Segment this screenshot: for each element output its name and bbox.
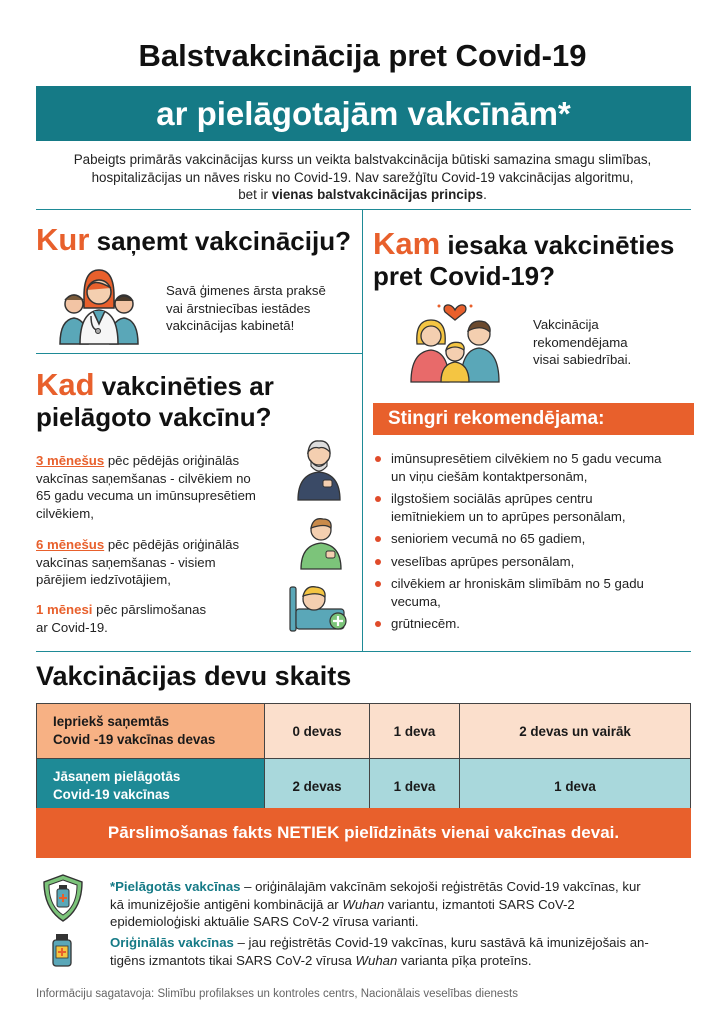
note-1-line-2 [110, 896, 690, 914]
note-2-wuhan: Wuhan [355, 952, 398, 968]
where-text [166, 282, 326, 335]
when-heading-line-1 [36, 369, 274, 402]
row-label-previous-doses-line-2: Covid -19 vakcīnas devas [53, 732, 216, 747]
when-item-2-line-3: pārējiem iedzīvotājiem, [36, 572, 171, 587]
strict-list [373, 450, 693, 638]
list-item-line-2: vecuma, [391, 593, 441, 609]
when-heading-rest-1: vakcinēties ar [94, 371, 274, 401]
table-cell: 0 devas [265, 704, 370, 759]
where-text-line-1: Savā ģimenes ārsta praksē [166, 283, 326, 298]
note-2-text-1: – jau reģistrētās Covid-19 vakcīnas, kuru sastāvā kā imunizējošais an- [233, 935, 649, 950]
sick-patient-icon [288, 579, 350, 635]
list-item [373, 553, 693, 571]
who-text [533, 316, 631, 369]
table-row [37, 759, 691, 814]
doses-table [36, 703, 691, 814]
note-1-text-2-post: variantu, izmantoti SARS CoV-2 [384, 896, 575, 912]
when-item-2-line-1 [36, 536, 286, 554]
intro-principle: vienas balstvakcinācijas princips [271, 187, 484, 202]
recovery-note-post: pielīdzināts vienai vakcīnas devai. [339, 823, 620, 842]
title-banner: ar pielāgotajām vakcīnām* [36, 86, 691, 141]
when-item-2-text: pēc pēdējās oriģinālās [104, 537, 240, 552]
note-2-term: Oriģinālās vakcīnas [110, 935, 234, 950]
list-item [373, 575, 693, 610]
page-title: Balstvakcinācija pret Covid-19 [138, 38, 587, 73]
where-heading-rest: saņemt vakcināciju? [89, 226, 351, 256]
list-item-line-1: veselības aprūpes personālam, [391, 553, 575, 569]
when-item-3-text: pēc pārslimošanas [92, 602, 207, 617]
who-heading-accent: Kam [373, 226, 441, 261]
intro-line-1: Pabeigts primārās vakcinācijas kurss un veikta balstvakcinācija būtiski samazina smagu slimības, [73, 152, 652, 167]
family-icon [405, 298, 505, 384]
when-item-1-text: pēc pēdējās oriģinālās [104, 453, 240, 468]
when-item-3 [36, 601, 286, 636]
where-text-line-2: vai ārstniecības iestādes [166, 300, 311, 316]
when-item-3-line-1 [36, 601, 286, 619]
row-label-required-doses-line-2: Covid-19 vakcīnas [53, 787, 170, 802]
note-1-wuhan: Wuhan [342, 896, 385, 912]
note-2-text-2-post: varianta pīķa proteīns. [397, 952, 532, 968]
intro-line-3-pre: bet ir [238, 187, 272, 202]
note-2-text-2-pre: tigēns izmantots tikai SARS CoV-2 vīrusa [110, 952, 356, 968]
table-cell: 1 deva [370, 759, 460, 814]
when-item-3-line-2: ar Covid-19. [36, 619, 108, 635]
recovery-note-banner [36, 808, 691, 858]
who-heading-line-2: pret Covid-19? [373, 261, 556, 291]
intro-text [40, 151, 685, 204]
list-item-line-1: grūtniecēm. [391, 616, 460, 631]
divider-left-middle [36, 353, 362, 354]
divider-vertical [362, 209, 363, 651]
list-item [373, 615, 693, 633]
elderly-person-icon [296, 436, 342, 502]
source-credit: Informāciju sagatavoja: Slimību profilakses un kontroles centrs, Nacionālais veselības dienests [36, 988, 518, 1000]
list-item [373, 490, 693, 525]
list-item [373, 450, 693, 485]
recovery-note-emphasis: NETIEK [277, 823, 340, 842]
note-original-vaccines [110, 934, 690, 969]
list-item-line-1: ilgstošiem sociālās aprūpes centru [391, 491, 593, 506]
when-item-2-line-2: vakcīnas saņemšanas - visiem [36, 554, 216, 570]
vaccine-vial-icon [50, 932, 74, 968]
where-heading [36, 224, 351, 257]
table-cell: 1 deva [460, 759, 691, 814]
row-label-previous-doses [37, 704, 265, 759]
table-row [37, 704, 691, 759]
when-item-1 [36, 452, 286, 522]
when-item-1-line-2: vakcīnas saņemšanas - cilvēkiem no [36, 470, 251, 486]
young-person-icon [299, 513, 343, 571]
who-text-line-3: visai sabiedrībai. [533, 352, 632, 367]
intro-line-3-post: . [483, 187, 487, 202]
when-item-2-highlight: 6 mēnešus [36, 537, 105, 552]
table-cell: 1 deva [370, 704, 460, 759]
when-item-3-highlight: 1 mēnesi [36, 602, 93, 617]
row-label-previous-doses-line-1: Iepriekš saņemtās [53, 714, 170, 729]
list-item-line-1: cilvēkiem ar hroniskām slimībām no 5 gadu [391, 576, 644, 591]
row-label-required-doses-line-1: Jāsaņem pielāgotās [53, 769, 181, 784]
when-item-1-line-1 [36, 452, 286, 470]
note-1-line-3: epidemioloģiski aktuālie SARS CoV-2 vīrusa varianti. [110, 914, 419, 929]
when-heading [36, 369, 274, 433]
when-item-2 [36, 536, 286, 589]
who-heading [373, 228, 693, 292]
note-1-text-2-pre: kā imunizējošie antigēni kombinācijā ar [110, 896, 343, 912]
note-1-term: *Pielāgotās vakcīnas [110, 879, 241, 894]
when-heading-accent: Kad [36, 367, 95, 402]
when-item-1-line-4: cilvēkiem, [36, 505, 94, 521]
intro-line-2: hospitalizācijas un nāves risku no Covid-19. Nav sarežģītu Covid-19 vakcinācijas algoritmu, [91, 169, 634, 185]
who-text-line-2: rekomendējama [533, 334, 628, 350]
strict-recommendation-heading: Stingri rekomendējama: [373, 403, 694, 435]
when-item-1-line-3: 65 gadu vecuma un imūnsupresētiem [36, 488, 256, 503]
divider-bottom [36, 651, 691, 652]
recovery-note-pre: Pārslimošanas fakts [107, 823, 278, 842]
doses-section-title: Vakcinācijas devu skaits [36, 661, 352, 691]
list-item [373, 530, 693, 548]
intro-line-3 [40, 186, 685, 204]
note-2-line-1 [110, 934, 690, 952]
doctors-icon [58, 264, 140, 346]
list-item-line-2: iemītniekiem un to aprūpes personālam, [391, 508, 626, 524]
note-1-text-1: – oriģinālajām vakcīnām sekojoši reģistrētās Covid-19 vakcīnas, kur [240, 879, 641, 894]
list-item-line-2: un viņu ciešām kontaktpersonām, [391, 468, 588, 484]
list-item-line-1: imūnsupresētiem cilvēkiem no 5 gadu vecuma [391, 451, 662, 466]
where-heading-accent: Kur [36, 222, 90, 257]
when-item-1-highlight: 3 mēnešus [36, 453, 105, 468]
who-heading-line-1 [373, 228, 693, 261]
note-1-line-1 [110, 878, 690, 896]
list-item-line-1: senioriem vecumā no 65 gadiem, [391, 531, 586, 546]
divider-top [36, 209, 691, 210]
who-text-line-1: Vakcinācija [533, 317, 599, 332]
row-label-required-doses [37, 759, 265, 814]
table-cell: 2 devas un vairāk [460, 704, 691, 759]
table-cell: 2 devas [265, 759, 370, 814]
where-text-line-3: vakcinācijas kabinetā! [166, 318, 295, 333]
note-2-line-2 [110, 952, 690, 970]
shield-vaccine-icon [40, 873, 86, 923]
when-heading-line-2: pielāgoto vakcīnu? [36, 402, 272, 432]
who-heading-rest-1: iesaka vakcinēties [440, 230, 675, 260]
note-adapted-vaccines [110, 878, 690, 931]
